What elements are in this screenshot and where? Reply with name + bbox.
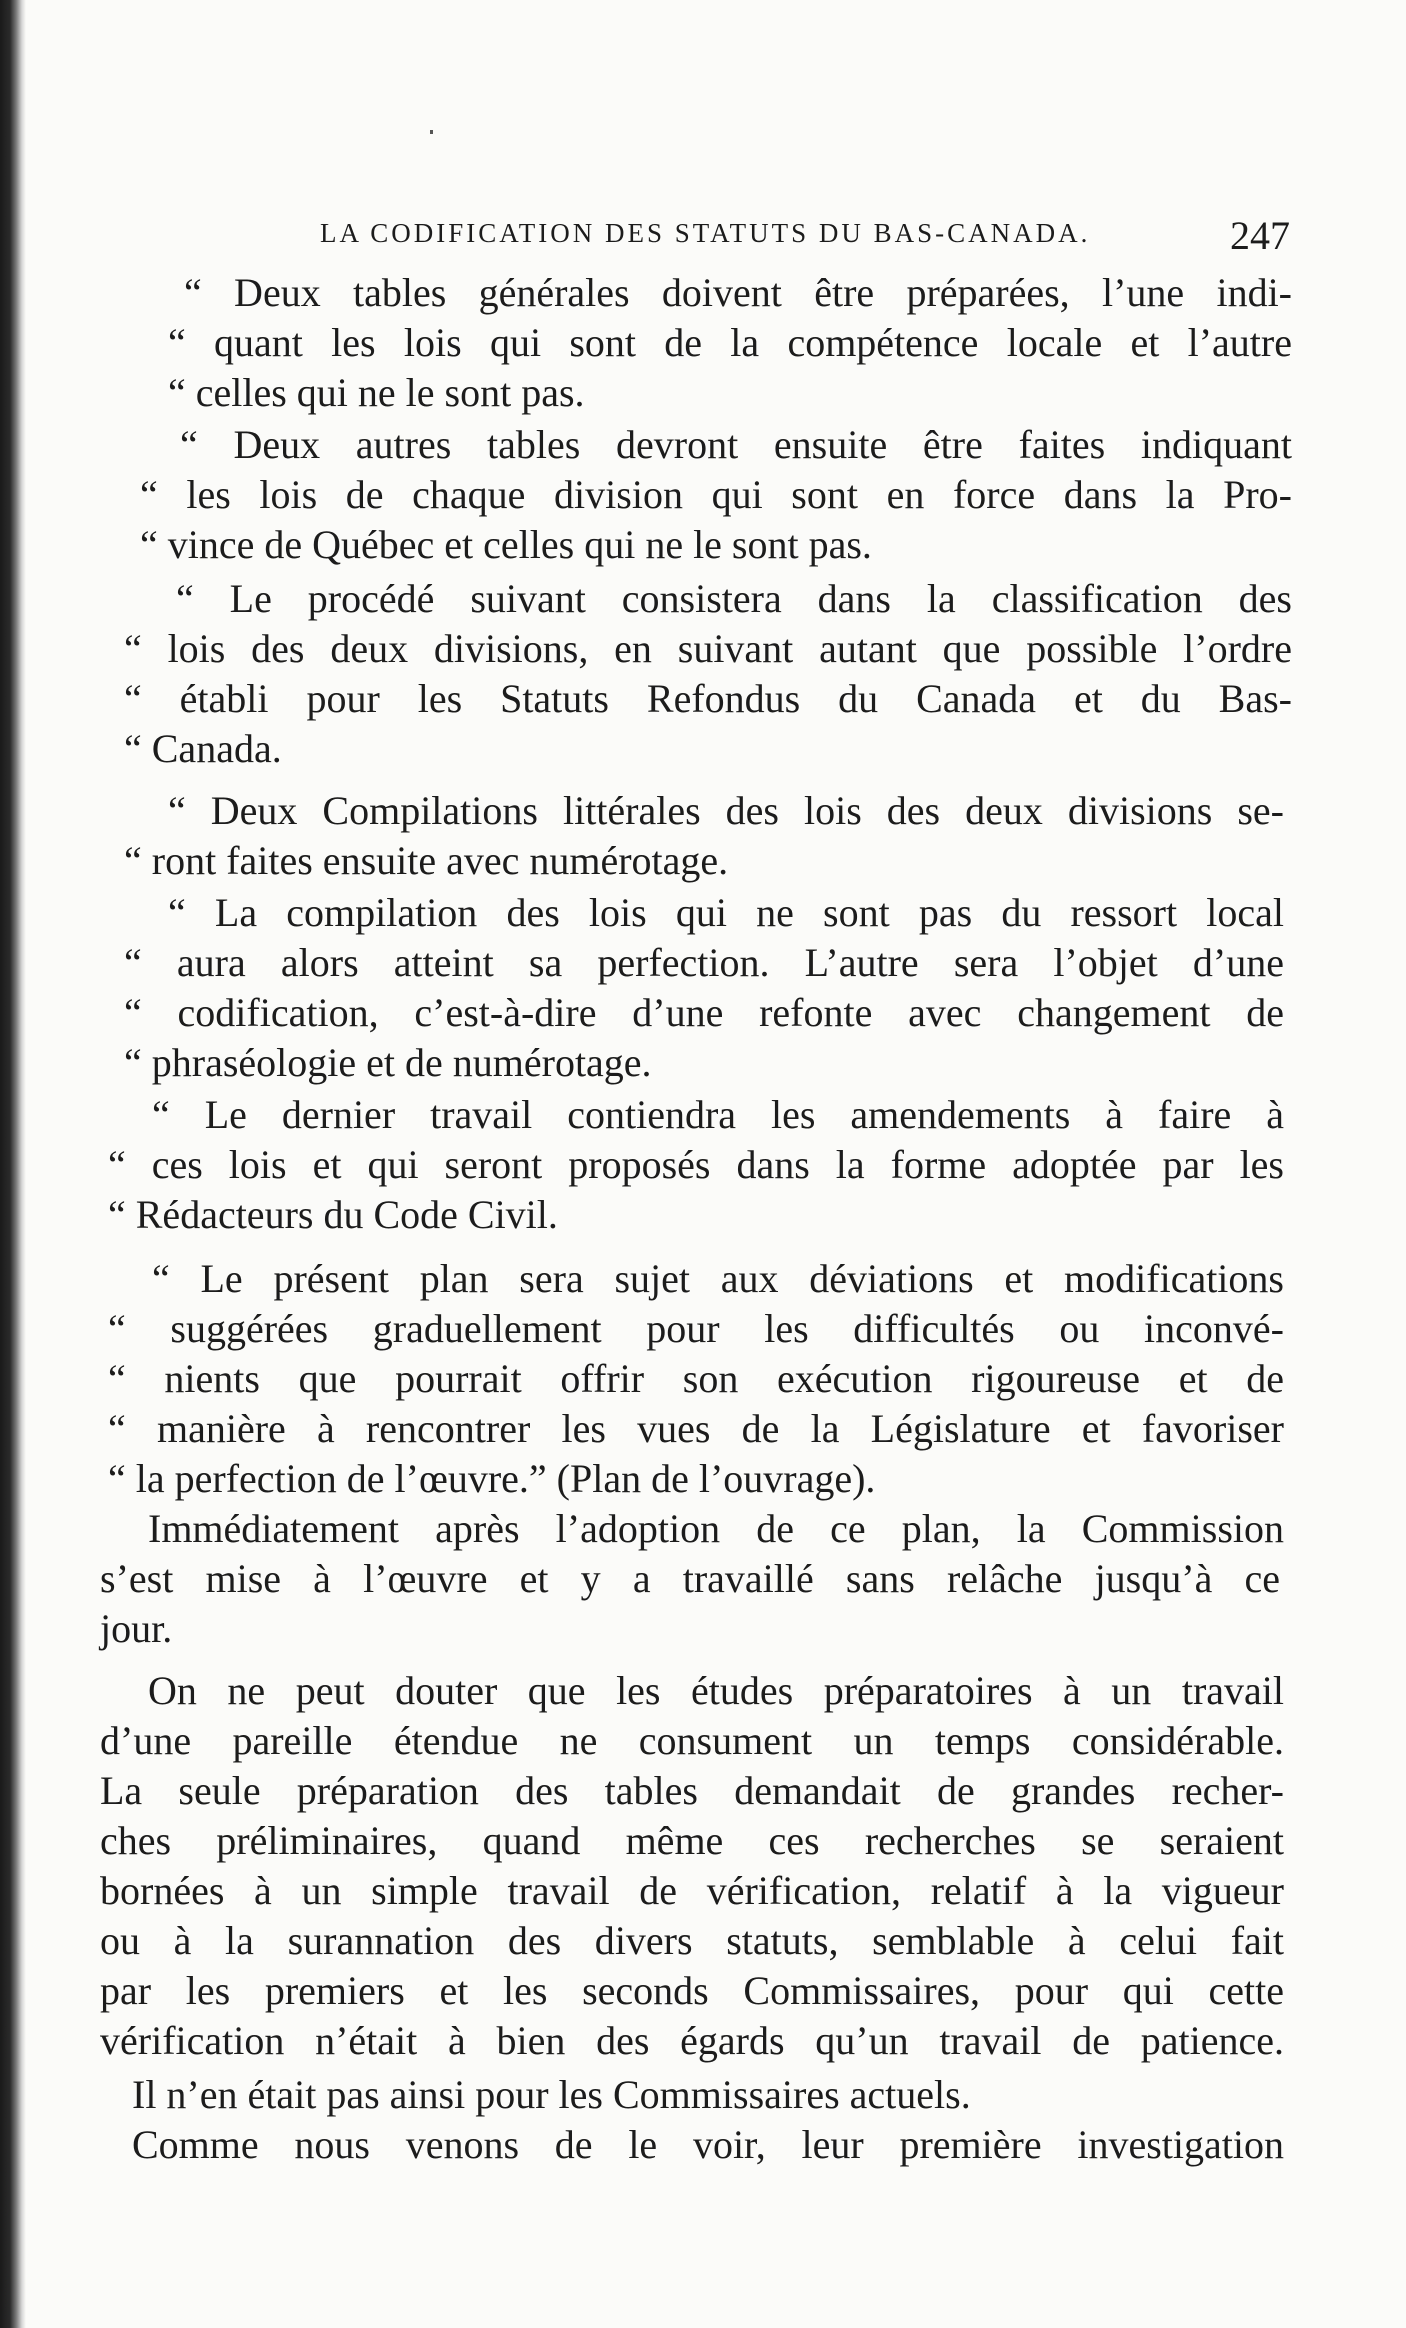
text-line: “ phraséologie et de numérotage. [124, 1040, 652, 1085]
text-line: ou à la surannation des divers statuts, semblable à celui fait [100, 1918, 1284, 1963]
text-line: La seule préparation des tables demandait de grandes recher- [100, 1768, 1284, 1813]
text-line: “ aura alors atteint sa perfection. L’autre sera l’objet d’une [124, 940, 1284, 985]
text-line: “ Le procédé suivant consistera dans la classification des [176, 576, 1292, 621]
text-line: “ ces lois et qui seront proposés dans la forme adoptée par les [108, 1142, 1284, 1187]
text-line: “ celles qui ne le sont pas. [168, 370, 585, 415]
text-line: “ Le présent plan sera sujet aux déviations et modifications [152, 1256, 1284, 1301]
text-line: “ Canada. [124, 726, 282, 771]
running-head [160, 212, 1300, 272]
text-line: bornées à un simple travail de vérification, relatif à la vigueur [100, 1868, 1284, 1913]
text-line: On ne peut douter que les études préparatoires à un travail [148, 1668, 1284, 1713]
text-line: “ Le dernier travail contiendra les amendements à faire à [152, 1092, 1284, 1137]
text-line: Il n’en était pas ainsi pour les Commissaires actuels. [132, 2072, 971, 2117]
text-line: “ Deux autres tables devront ensuite être faites indiquant [180, 422, 1292, 467]
text-line: “ vince de Québec et celles qui ne le sont pas. [140, 522, 872, 567]
text-line: “ quant les lois qui sont de la compétence locale et l’autre [168, 320, 1292, 365]
text-line: Immédiatement après l’adoption de ce plan, la Commission [148, 1506, 1284, 1551]
text-line: Comme nous venons de le voir, leur première investigation [132, 2122, 1284, 2167]
text-line: ches préliminaires, quand même ces recherches se seraient [100, 1818, 1284, 1863]
text-line: “ lois des deux divisions, en suivant autant que possible l’ordre [124, 626, 1292, 671]
text-line: “ Rédacteurs du Code Civil. [108, 1192, 558, 1237]
text-line: “ les lois de chaque division qui sont en force dans la Pro- [140, 472, 1292, 517]
text-line: “ suggérées graduellement pour les difficultés ou inconvé- [108, 1306, 1284, 1351]
text-line: “ établi pour les Statuts Refondus du Canada et du Bas- [124, 676, 1292, 721]
text-line: d’une pareille étendue ne consument un temps considérable. [100, 1718, 1284, 1763]
text-line: jour. [100, 1606, 173, 1651]
text-line: “ Deux Compilations littérales des lois des deux divisions se- [168, 788, 1284, 833]
text-line: “ manière à rencontrer les vues de la Législature et favoriser [108, 1406, 1284, 1451]
text-line: s’est mise à l’œuvre et y a travaillé sans relâche jusqu’à ce [100, 1556, 1280, 1601]
page-number: 247 [1230, 213, 1290, 258]
text-line: “ nients que pourrait offrir son exécution rigoureuse et de [108, 1356, 1284, 1401]
text-line: vérification n’était à bien des égards qu’un travail de patience. [100, 2018, 1284, 2063]
text-line: “ codification, c’est-à-dire d’une refonte avec changement de [124, 990, 1284, 1035]
text-line: par les premiers et les seconds Commissaires, pour qui cette [100, 1968, 1284, 2013]
text-line: “ La compilation des lois qui ne sont pas du ressort local [168, 890, 1284, 935]
book-spine-edge [0, 0, 26, 2328]
running-title: LA CODIFICATION DES STATUTS DU BAS-CANADA. [320, 218, 1091, 248]
text-line: “ la perfection de l’œuvre.” (Plan de l’ouvrage). [108, 1456, 876, 1501]
text-line: “ Deux tables générales doivent être préparées, l’une indi- [184, 270, 1292, 315]
ink-speck [430, 130, 433, 134]
text-line: “ ront faites ensuite avec numérotage. [124, 838, 729, 883]
